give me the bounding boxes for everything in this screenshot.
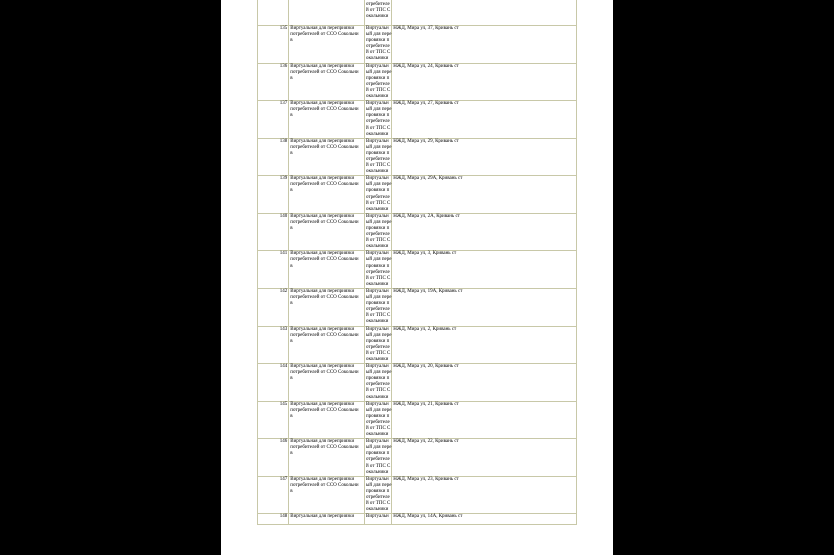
object-name-cell [289, 401, 365, 439]
object-name-cell [289, 176, 365, 214]
purpose-cell [364, 0, 391, 26]
purpose-line: окольники [365, 131, 389, 137]
purpose-line: Виртуальн [365, 439, 389, 445]
row-number: 135 [258, 26, 289, 64]
purpose-cell [364, 401, 391, 439]
purpose-line: Виртуальн [365, 364, 389, 370]
purpose-cell [364, 176, 391, 214]
purpose-line: провязки п [365, 113, 390, 119]
purpose-line: отребителе [365, 457, 390, 463]
address-cell: НЖД, Мира ул, 37, Кривань ст [392, 26, 577, 64]
purpose-line: й от ТПС С [365, 388, 391, 394]
purpose-line: Виртуальн [365, 288, 389, 294]
document-page[interactable] [221, 0, 613, 555]
purpose-cell [364, 326, 391, 364]
purpose-line: Виртуальн [365, 176, 389, 182]
purpose-line: отребителе [365, 495, 390, 501]
purpose-line: провязки п [365, 263, 390, 269]
object-name-cell [289, 364, 365, 402]
address-cell: НЖД, Мира ул, 27, Кривань ст [392, 101, 577, 139]
purpose-cell [364, 476, 391, 514]
row-number: 141 [258, 251, 289, 289]
purpose-line: ый для пере [365, 219, 392, 225]
object-name-line: в [290, 451, 293, 457]
purpose-line: й от ТПС С [365, 426, 391, 431]
object-name-line: потребителей от ССО Сокольни [290, 407, 359, 413]
object-name-cell [289, 251, 365, 289]
object-name-cell [289, 101, 365, 139]
purpose-line: окольники [365, 281, 389, 287]
purpose-line: окольники [365, 244, 389, 250]
object-name-line: потребителей от ССО Сокольни [290, 69, 359, 75]
purpose-line: провязки п [365, 451, 390, 457]
table-body [258, 0, 577, 525]
row-number: 136 [258, 63, 289, 101]
purpose-line: окольники [365, 319, 389, 325]
purpose-line: ый для пере [365, 107, 392, 113]
purpose-cell [364, 101, 391, 139]
object-name-line: в [290, 75, 293, 81]
address-cell: НЖД, Мира ул, 14А, Кривань ст [392, 514, 577, 525]
purpose-line: ый для пере [365, 32, 392, 38]
table-row [258, 364, 577, 402]
purpose-line: провязки п [365, 226, 390, 231]
object-name-cell [289, 138, 365, 176]
address-cell: НЖД, Мира ул, 3, Кривань ст [392, 251, 577, 289]
object-name-line [290, 0, 363, 2]
purpose-line: Виртуальн [365, 326, 389, 332]
purpose-cell [364, 288, 391, 326]
purpose-line: отребителе [365, 194, 390, 200]
consumers-table [257, 0, 577, 525]
row-number: 139 [258, 176, 289, 214]
purpose-line: й от ТПС С [365, 8, 391, 14]
table-row [258, 63, 577, 101]
object-name-line: в [290, 413, 293, 419]
address-cell: НЖД, Мира ул, 19А, Кривань ст [392, 288, 577, 326]
row-number: 146 [258, 439, 289, 477]
purpose-line: провязки п [365, 301, 390, 307]
purpose-line: й от ТПС С [365, 125, 391, 131]
purpose-line: отребителе [365, 232, 390, 238]
object-name-cell [289, 439, 365, 477]
purpose-line: й от ТПС С [365, 275, 391, 281]
purpose-line: Виртуальн [365, 213, 389, 219]
purpose-line: Виртуальн [365, 101, 389, 107]
address-cell: НЖД, Мира ул, 23, Кривань ст [392, 476, 577, 514]
purpose-line: ый для пере [365, 370, 392, 376]
address-cell: НЖД, Мира ул, 22, Кривань ст [392, 439, 577, 477]
purpose-cell [364, 213, 391, 251]
purpose-cell [364, 63, 391, 101]
table-row [258, 101, 577, 139]
purpose-line: й от ТПС С [365, 50, 391, 56]
purpose-line: й от ТПС С [365, 350, 391, 356]
purpose-line: отребителе [365, 156, 390, 162]
purpose-line: окольники [365, 432, 389, 438]
object-name-line: в [290, 263, 293, 269]
purpose-line: окольники [365, 206, 389, 212]
object-name-cell [289, 514, 365, 525]
row-number: 137 [258, 101, 289, 139]
address-cell: НЖД, Мира ул, 21, Кривань ст [392, 401, 577, 439]
object-name-line: потребителей от ССО Сокольни [290, 32, 359, 38]
purpose-line: ый для пере [365, 69, 392, 75]
object-name-cell [289, 476, 365, 514]
purpose-line: отребителе [365, 344, 390, 350]
purpose-line: ый для пере [365, 144, 392, 150]
row-number: 143 [258, 326, 289, 364]
purpose-line: отребителе [365, 419, 390, 425]
object-name-cell [289, 288, 365, 326]
purpose-line: ый для пере [365, 332, 392, 338]
purpose-line: Виртуальн [365, 476, 389, 482]
object-name-line: потребителей от ССО Сокольни [290, 482, 359, 488]
address-cell [392, 0, 577, 26]
purpose-line: ый для пере [365, 407, 392, 413]
object-name-line: в [290, 150, 293, 156]
purpose-cell [364, 26, 391, 64]
object-name-cell [289, 326, 365, 364]
purpose-line: Виртуальн [365, 63, 389, 69]
object-name-line: Виртуальная для переприязки [290, 364, 355, 370]
object-name-line: в [290, 301, 293, 307]
object-name-cell [289, 213, 365, 251]
object-name-line: Виртуальная для переприязки [290, 101, 355, 107]
table-row [258, 138, 577, 176]
table-row [258, 26, 577, 64]
object-name-line: Виртуальная для переприязки [290, 138, 355, 144]
purpose-line: Виртуальн [365, 251, 389, 257]
purpose-line: окольники [365, 356, 389, 362]
object-name-line: Виртуальная для переприязки [290, 288, 355, 294]
purpose-line: Виртуальн [365, 401, 389, 407]
purpose-line: отребителе [365, 2, 390, 8]
purpose-line: отребителе [365, 81, 390, 87]
object-name-line: потребителей от ССО Сокольни [290, 445, 359, 451]
object-name-line: потребителей от ССО Сокольни [290, 219, 359, 225]
object-name-line: в [290, 113, 293, 119]
row-number: 138 [258, 138, 289, 176]
purpose-line: окольники [365, 469, 389, 475]
object-name-line: потребителей от ССО Сокольни [290, 295, 359, 301]
object-name-line: Виртуальная для переприязки [290, 251, 355, 257]
object-name-line: Виртуальная для переприязки [290, 213, 355, 219]
purpose-line: окольники [365, 507, 389, 513]
purpose-line: й от ТПС С [365, 313, 391, 319]
table-row [258, 514, 577, 525]
object-name-cell [289, 63, 365, 101]
row-number [258, 0, 289, 26]
row-number: 140 [258, 213, 289, 251]
purpose-line: провязки п [365, 338, 390, 344]
purpose-cell [364, 439, 391, 477]
row-number: 145 [258, 401, 289, 439]
purpose-line: отребителе [365, 44, 390, 50]
object-name-line: Виртуальная для переприязки [290, 476, 355, 482]
purpose-line: окольники [365, 169, 389, 175]
row-number: 144 [258, 364, 289, 402]
purpose-line: Виртуальн [365, 138, 389, 144]
table-row [258, 326, 577, 364]
purpose-line: провязки п [365, 488, 390, 494]
purpose-line: й от ТПС С [365, 238, 391, 244]
purpose-line: отребителе [365, 382, 390, 388]
address-cell: НЖД, Мира ул, 2, Кривань ст [392, 326, 577, 364]
purpose-line: й от ТПС С [365, 163, 391, 169]
purpose-line: ый для пере [365, 257, 392, 263]
object-name-line: в [290, 338, 293, 344]
row-number: 142 [258, 288, 289, 326]
object-name-line: потребителей от ССО Сокольни [290, 370, 359, 376]
object-name-cell [289, 26, 365, 64]
object-name-line: потребителей от ССО Сокольни [290, 332, 359, 338]
purpose-line: провязки п [365, 150, 390, 156]
object-name-line: Виртуальная для переприязки [290, 514, 355, 520]
purpose-line: провязки п [365, 38, 390, 44]
purpose-line: й от ТПС С [365, 87, 391, 93]
object-name-cell [289, 0, 365, 26]
purpose-line: провязки п [365, 75, 390, 81]
object-name-line: Виртуальная для переприязки [290, 326, 355, 332]
purpose-cell [364, 514, 391, 525]
table-row [258, 288, 577, 326]
purpose-line: ый для пере [365, 445, 392, 451]
object-name-line: в [290, 188, 293, 194]
purpose-line: провязки п [365, 376, 390, 382]
table-row [258, 401, 577, 439]
purpose-line: Виртуальн [365, 26, 389, 31]
purpose-line: отребителе [365, 307, 390, 313]
purpose-cell [364, 364, 391, 402]
object-name-line: потребителей от ССО Сокольни [290, 182, 359, 188]
object-name-line: потребителей от ССО Сокольни [290, 257, 359, 263]
address-cell: НЖД, Мира ул, 24, Кривань ст [392, 63, 577, 101]
purpose-line: окольники [365, 94, 389, 100]
table-row [258, 0, 577, 26]
object-name-line: в [290, 38, 293, 44]
purpose-line: ый для пере [365, 295, 392, 301]
address-cell: НЖД, Мира ул, 29, Кривань ст [392, 138, 577, 176]
purpose-cell [364, 138, 391, 176]
object-name-line: Виртуальная для переприязки [290, 176, 355, 182]
object-name-line: в [290, 376, 293, 382]
address-cell: НЖД, Мира ул, 29А, Кривань ст [392, 176, 577, 214]
address-cell: НЖД, Мира ул, 2А, Кривань ст [392, 213, 577, 251]
table-row [258, 439, 577, 477]
purpose-line: отребителе [365, 119, 390, 125]
purpose-line: Виртуальн [365, 514, 389, 520]
purpose-line: окольники [365, 14, 389, 20]
object-name-line: Виртуальная для переприязки [290, 63, 355, 69]
row-number: 148 [258, 514, 289, 525]
address-cell: НЖД, Мира ул, 20, Кривань ст [392, 364, 577, 402]
purpose-line: ый для пере [365, 182, 392, 188]
purpose-cell [364, 251, 391, 289]
object-name-line: Виртуальная для переприязки [290, 439, 355, 445]
purpose-line: провязки п [365, 188, 390, 194]
object-name-line: в [290, 226, 293, 231]
object-name-line: потребителей от ССО Сокольни [290, 144, 359, 150]
object-name-line: Виртуальная для переприязки [290, 26, 355, 31]
purpose-line: ый для пере [365, 482, 392, 488]
purpose-line: отребителе [365, 269, 390, 275]
object-name-line: Виртуальная для переприязки [290, 401, 355, 407]
row-number: 147 [258, 476, 289, 514]
purpose-line: й от ТПС С [365, 463, 391, 469]
purpose-line: окольники [365, 394, 389, 400]
table-row [258, 476, 577, 514]
table-row [258, 251, 577, 289]
table-row [258, 213, 577, 251]
purpose-line: окольники [365, 56, 389, 62]
table-row [258, 176, 577, 214]
object-name-line: потребителей от ССО Сокольни [290, 107, 359, 113]
purpose-line: й от ТПС С [365, 200, 391, 206]
purpose-line: й от ТПС С [365, 501, 391, 507]
purpose-line: провязки п [365, 413, 390, 419]
object-name-line: в [290, 488, 293, 494]
